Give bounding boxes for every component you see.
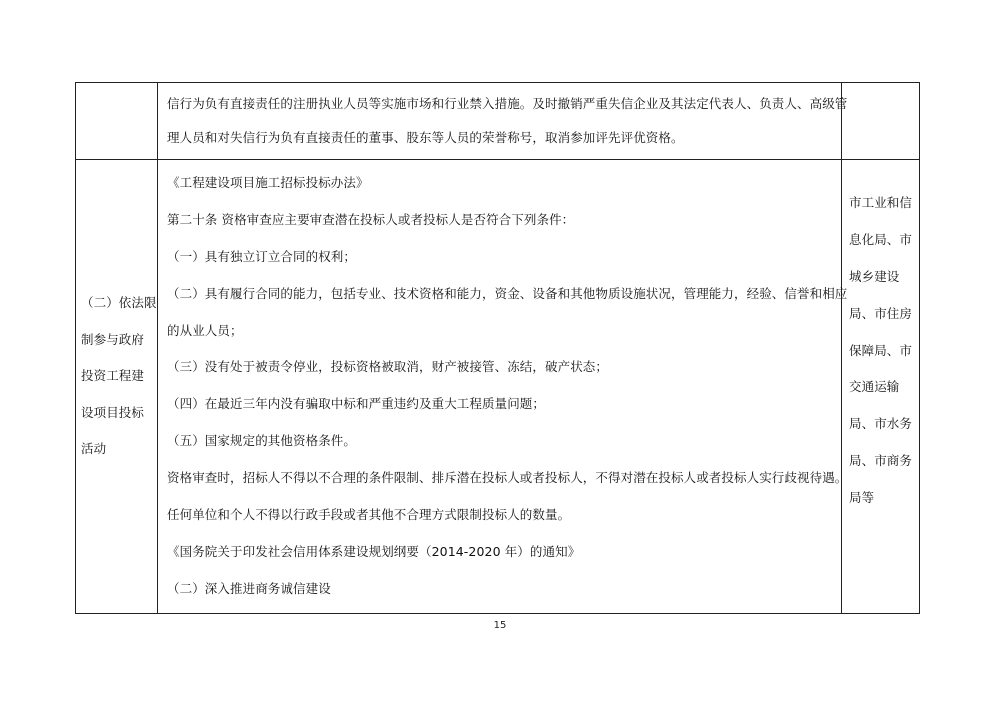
text-line: 任何单位和个人不得以行政手段或者其他不合理方式限制投标人的数量。 [167,507,571,523]
text-line: （二）深入推进商务诚信建设 [167,580,331,596]
text-line: （四）在最近三年内没有骗取中标和严重违约及重大工程质量问题； [167,396,546,412]
content-text-block [158,160,848,613]
department-line: 市工业和信 [849,195,913,210]
text-line: 理人员和对失信行为负有直接责任的董事、股东等人员的荣誉称号，取消参加评先评优资格。 [167,130,684,145]
text-line: （三）没有处于被责令停业，投标资格被取消，财产被接管、冻结，破产状态； [167,359,609,375]
policy-table [75,82,920,614]
category-text [76,290,157,473]
text-line: 第二十条 资格审查应主要审查潜在投标人或者投标人是否符合下列条件： [167,211,575,227]
category-cell-empty [76,83,158,160]
department-text [842,160,919,522]
category-line: 活动 [81,441,107,457]
department-cell-empty [842,83,920,160]
text-line: （五）国家规定的其他资格条件。 [167,433,357,449]
department-line: 保障局、市 [849,342,913,358]
category-line: 设项目投标 [81,404,145,420]
department-cell [842,160,920,614]
department-line: 息化局、市 [849,231,913,247]
category-line: （二）依法限 [81,295,157,311]
text-line: （一）具有独立订立合同的权利； [167,248,357,264]
department-line: 局、市水务 [849,416,913,432]
category-line: 投资工程建 [81,368,145,384]
page-number: 15 [493,620,507,631]
content-cell [158,83,848,160]
table-row-continuation [76,83,920,160]
category-line: 制参与政府 [81,331,145,347]
text-line: （二）具有履行合同的能力，包括专业、技术资格和能力，资金、设备和其他物质设施状况，管理能力，经验、信誉和相应 [167,285,848,301]
department-line: 局、市商务 [849,453,913,469]
department-line: 局、市住房 [849,305,913,321]
text-line: 的从业人员； [167,322,243,338]
content-cell [158,160,848,614]
department-line: 局等 [849,490,875,506]
category-cell [76,160,158,614]
text-line: 信行为负有直接责任的注册执业人员等实施市场和行业禁入措施。及时撤销严重失信企业及其法定代表人、负责人、高级管 [167,96,848,111]
content-text-block [158,83,848,159]
text-line: 资格审查时，招标人不得以不合理的条件限制、排斥潜在投标人或者投标人，不得对潜在投标人或者投标人实行歧视待遇。 [167,470,848,486]
department-line: 交通运输 [849,379,900,395]
department-line: 城乡建设 [849,268,900,284]
table-row-main [76,160,920,614]
text-line: 《国务院关于印发社会信用体系建设规划纲要（2014-2020 年）的通知》 [167,543,581,559]
text-line: 《工程建设项目施工招标投标办法》 [167,175,369,190]
